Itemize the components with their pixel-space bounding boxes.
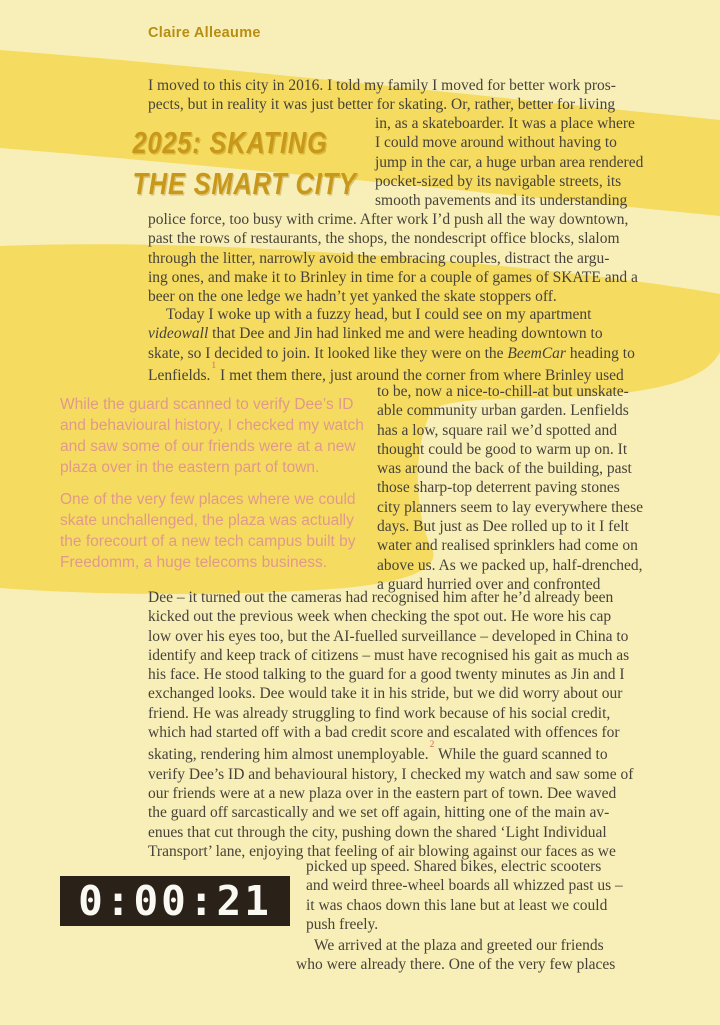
text-line: Transport’ lane, enjoying that feeling of air blowing against our faces as we xyxy=(148,843,616,861)
footnote-marker: 2 xyxy=(429,740,435,751)
text-line: ing ones, and make it to Brinley in time for a couple of games of SKATE and a xyxy=(148,268,638,286)
text-line: a guard hurried over and confronted xyxy=(377,575,601,593)
text-line: past the rows of restaurants, the shops, the nondescript office blocks, slalom xyxy=(148,230,620,248)
text-line: plaza over in the eastern part of town. xyxy=(60,459,320,476)
margin-note-1 xyxy=(60,394,364,478)
text-line: One of the very few places where we could xyxy=(60,491,356,508)
text-line: friend. He was already struggling to find work because of his social credit, xyxy=(148,704,611,722)
paragraph-1-top xyxy=(148,76,616,115)
text-line: which had started off with a bad credit score and escalated with offences for xyxy=(148,724,620,742)
text-line: through the litter, narrowly avoid the embracing couples, distract the argu- xyxy=(148,249,610,267)
text-line: the forecourt of a new tech campus built by xyxy=(60,533,356,550)
paragraph-3 xyxy=(148,588,633,861)
text-line: Today I woke up with a fuzzy head, but I could see on my apartment xyxy=(166,306,592,323)
text-line: I could move around without having to xyxy=(375,134,617,152)
text-line: kicked out the previous week when checking the spot out. He wore his cap xyxy=(148,608,612,626)
text-line: has a low, square rail we’d spotted and xyxy=(377,421,618,439)
article-title-line2: THE SMART CITY xyxy=(132,166,357,201)
paragraph-2 xyxy=(148,305,635,385)
text-line: our friends were at a new plaza over in the eastern part of town. Dee waved xyxy=(148,785,617,803)
text-line: low over his eyes too, but the AI-fuelled surveillance – developed in China to xyxy=(148,627,629,645)
text-line: city planners seem to lay everywhere these xyxy=(377,498,643,516)
text-line: his face. He stood talking to the guard for a good twenty minutes as Jin and I xyxy=(148,666,625,684)
text-line: verify Dee’s ID and behavioural history, I checked my watch and saw some of xyxy=(148,765,634,783)
timer-value: 0:00:21 xyxy=(78,877,272,925)
text-line: the guard off sarcastically and we set off again, hitting one of the main av- xyxy=(148,804,610,822)
article-title-line1: 2025: SKATING xyxy=(132,125,328,160)
paragraph-1-bottom xyxy=(148,210,638,306)
text-line: those sharp-top deterrent paving stones xyxy=(377,479,620,497)
paragraph-1-right-column xyxy=(375,114,643,210)
text-line: push freely. xyxy=(306,915,379,933)
text-line: enues that cut through the city, pushing down the shared ‘Light Individual xyxy=(148,823,607,841)
text-line: and saw some of our friends were at a new xyxy=(60,438,356,455)
text-line: beer on the one ledge we hadn’t yet yanked the skate stoppers off. xyxy=(148,288,557,306)
text-line: pects, but in reality it was just better for skating. Or, rather, better for living xyxy=(148,96,616,114)
text-line: We arrived at the plaza and greeted our friends xyxy=(314,937,604,954)
paragraph-4-right-column xyxy=(306,857,623,934)
margin-note-2 xyxy=(60,489,356,573)
text-line: While the guard scanned to verify Dee’s ID xyxy=(60,396,354,413)
text-line: police force, too busy with crime. After work I’d push all the way downtown, xyxy=(148,211,629,228)
text-line: skate unchallenged, the plaza was actually xyxy=(60,512,354,529)
text-line: water and realised sprinklers had come on xyxy=(377,537,638,555)
text-line: skate, so I decided to join. It looked like they were on the BeemCar heading to xyxy=(148,344,635,362)
text-line: it was chaos down this lane but at least we could xyxy=(306,896,608,914)
text-line: was around the back of the building, past xyxy=(377,460,632,478)
text-line: I moved to this city in 2016. I told my family I moved for better work pros- xyxy=(148,77,616,94)
text-line: able community urban garden. Lenfields xyxy=(377,402,629,420)
text-line: to be, now a nice-to-chill-at but unskate- xyxy=(377,383,629,400)
text-line: skating, rendering him almost unemployable.$^2$ While the guard scanned to xyxy=(148,740,608,764)
text-line: in, as a skateboarder. It was a place where xyxy=(375,115,635,132)
text-line: who were already there. One of the very few places xyxy=(296,956,616,974)
paragraph-5 xyxy=(296,936,615,975)
text-line: Dee – it turned out the cameras had recognised him after he’d already been xyxy=(148,589,614,606)
text-line: videowall that Dee and Jin had linked me and were heading downtown to xyxy=(148,325,603,343)
article-title xyxy=(132,122,357,204)
text-line: thought could be good to warm up on. It xyxy=(377,440,628,458)
text-line: exchanged looks. Dee would take it in his stride, but we did worry about our xyxy=(148,685,623,703)
footnote-marker: 1 xyxy=(211,360,217,371)
text-line: days. But just as Dee rolled up to it I felt xyxy=(377,518,629,536)
paragraph-2-right-column xyxy=(377,382,643,594)
text-line: pocket-sized by its navigable streets, its xyxy=(375,172,622,190)
timer-display xyxy=(60,876,290,926)
text-line: Lenfields.$^1$ I met them there, just around the corner from where Brinley used xyxy=(148,360,624,385)
text-line: Freedomm, a huge telecoms business. xyxy=(60,554,328,571)
text-line: identify and keep track of citizens – must have recognised his gait as much as xyxy=(148,646,630,664)
text-line: and weird three-wheel boards all whizzed past us – xyxy=(306,877,623,895)
text-line: and behavioural history, I checked my watch xyxy=(60,417,364,434)
text-line: smooth pavements and its understanding xyxy=(375,192,628,210)
text-line: above us. As we packed up, half-drenched, xyxy=(377,556,643,574)
text-line: picked up speed. Shared bikes, electric scooters xyxy=(306,858,602,875)
text-line: jump in the car, a huge urban area rendered xyxy=(375,153,644,171)
author-byline: Claire Alleaume xyxy=(148,25,261,41)
